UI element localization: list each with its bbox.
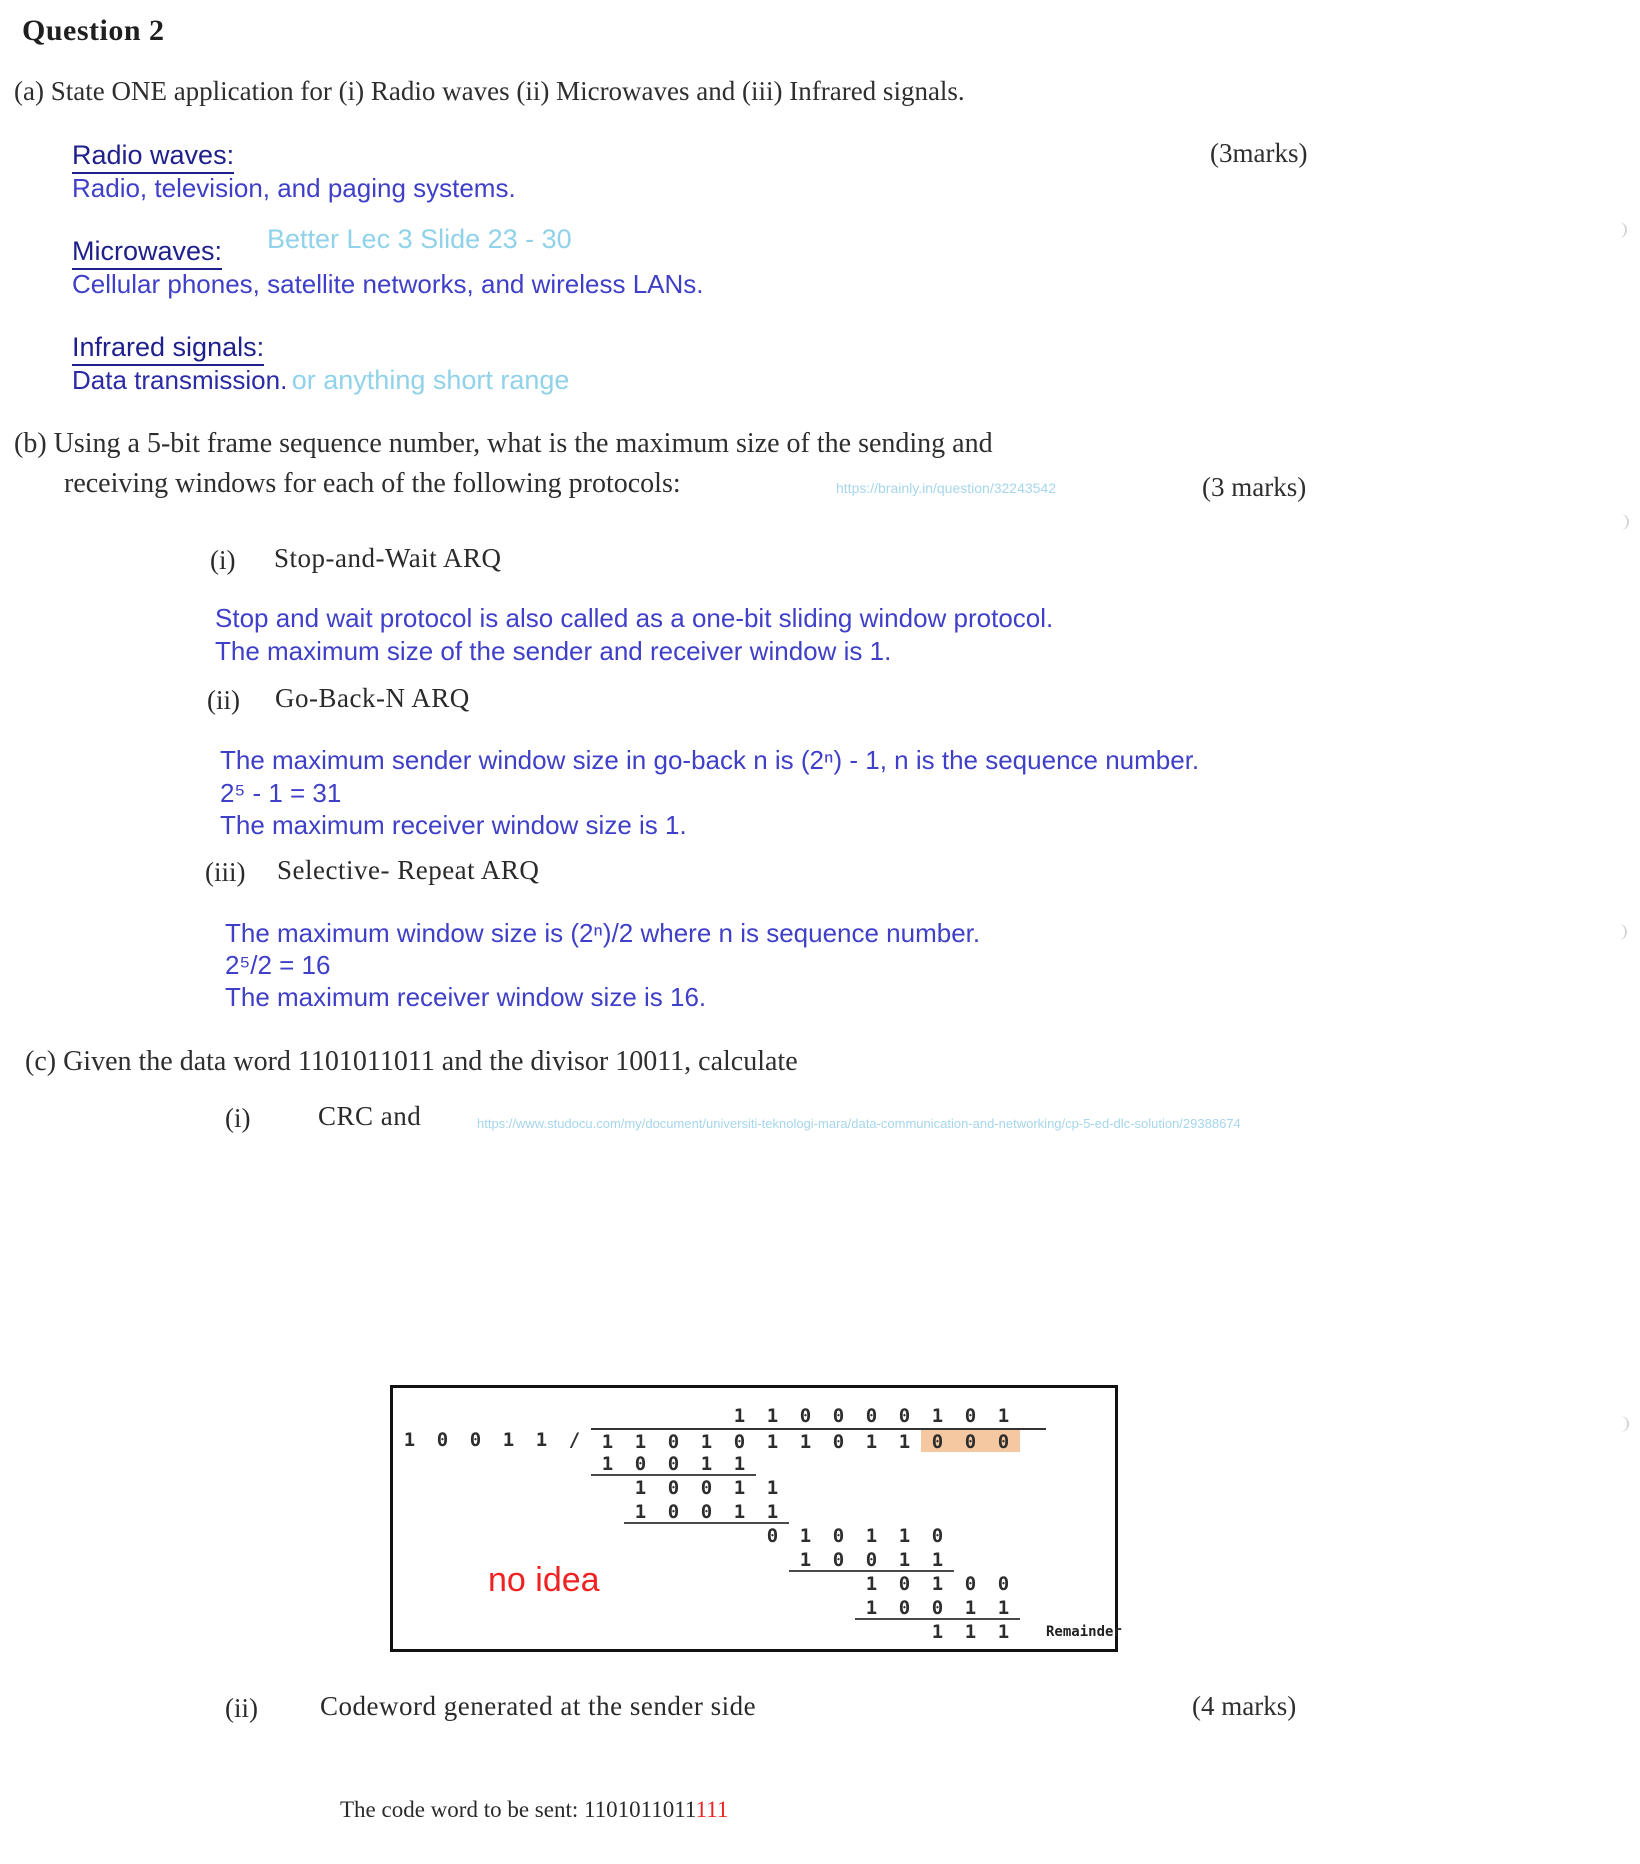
crc-digit-cell <box>525 1620 558 1644</box>
crc-digit-cell: 0 <box>964 1405 977 1427</box>
b-ii-answer-line1: The maximum sender window size in go-back n is (2ⁿ) - 1, n is the sequence number. <box>220 745 1200 775</box>
crc-digit-cell <box>558 1500 591 1524</box>
crc-digit-cell <box>1020 1428 1046 1452</box>
crc-division-box <box>390 1385 1122 1652</box>
crc-digit-cell: 0 <box>898 1573 911 1595</box>
b-ii-answer-line3: The maximum receiver window size is 1. <box>220 810 687 840</box>
crc-digit-cell: 0 <box>436 1429 449 1451</box>
crc-digit-cell <box>426 1572 459 1596</box>
codeword-data-bits: 1101011011 <box>583 1797 696 1822</box>
crc-digit-cell: 1 <box>855 1596 888 1620</box>
crc-digit-cell <box>492 1476 525 1500</box>
crc-digit-cell <box>426 1596 459 1620</box>
crc-digit-cell <box>525 1476 558 1500</box>
crc-digit-cell <box>459 1620 492 1644</box>
crc-digit-cell <box>558 1524 591 1548</box>
crc-digit-cell <box>657 1404 690 1428</box>
crc-digit-cell <box>855 1500 888 1524</box>
crc-digit-cell <box>690 1620 723 1644</box>
crc-digit-cell <box>822 1596 855 1620</box>
crc-digit-cell: 0 <box>898 1405 911 1427</box>
crc-digit-cell <box>393 1596 426 1620</box>
crc-digit-cell <box>954 1452 987 1476</box>
crc-digit-cell <box>624 1524 657 1548</box>
crc-digit-cell: 0 <box>667 1477 680 1499</box>
c-i-numeral: (i) <box>225 1103 251 1133</box>
crc-digit-cell <box>1020 1548 1046 1572</box>
b-iii-title: Selective- Repeat ARQ <box>277 855 540 885</box>
crc-digit-cell <box>789 1452 822 1476</box>
b-iii-answer-line2: 2⁵/2 = 16 <box>225 950 331 980</box>
crc-digit-cell <box>756 1548 789 1572</box>
crc-digit-cell <box>393 1476 426 1500</box>
crc-digit-cell <box>591 1524 624 1548</box>
crc-digit-cell: 1 <box>756 1500 789 1524</box>
infrared-note: or anything short range <box>291 365 570 395</box>
crc-digit-cell: 0 <box>921 1428 954 1452</box>
crc-digit-cell <box>954 1476 987 1500</box>
crc-digit-cell <box>426 1620 459 1644</box>
c-ii-title: Codeword generated at the sender side <box>320 1691 757 1721</box>
radio-waves-label: Radio waves: <box>72 140 234 174</box>
crc-digit-cell <box>789 1500 822 1524</box>
crc-digit-cell <box>756 1620 789 1644</box>
crc-digit-cell <box>525 1452 558 1476</box>
crc-digit-cell <box>393 1620 426 1644</box>
crc-digit-cell <box>789 1596 822 1620</box>
crc-digit-cell <box>492 1620 525 1644</box>
crc-digit-cell: 0 <box>657 1500 690 1524</box>
crc-digit-cell <box>756 1572 789 1596</box>
crc-digit-cell <box>459 1500 492 1524</box>
crc-digit-cell <box>855 1476 888 1500</box>
crc-digit-cell: 1 <box>756 1428 789 1452</box>
crc-digit-cell: 0 <box>832 1525 845 1547</box>
crc-digit-cell <box>591 1500 624 1524</box>
microwaves-label: Microwaves: <box>72 236 222 270</box>
crc-digit-cell: 1 <box>403 1429 416 1451</box>
microwaves-note: Better Lec 3 Slide 23 - 30 <box>267 224 572 254</box>
scan-artifact <box>1618 514 1629 530</box>
crc-digit-cell: 1 <box>997 1405 1010 1427</box>
crc-digit-cell <box>1020 1572 1046 1596</box>
crc-digit-cell <box>459 1452 492 1476</box>
crc-digit-cell: 1 <box>789 1548 822 1572</box>
crc-division-row <box>393 1476 1115 1500</box>
crc-digit-cell <box>426 1548 459 1572</box>
crc-digit-cell <box>987 1452 1020 1476</box>
part-a-question: (a) State ONE application for (i) Radio waves (ii) Microwaves and (iii) Infrared signals. <box>14 76 965 106</box>
part-a-marks: (3marks) <box>1210 138 1308 168</box>
crc-digit-cell <box>855 1620 888 1644</box>
crc-digit-cell <box>393 1404 426 1428</box>
crc-digit-cell <box>921 1476 954 1500</box>
crc-digit-cell: 0 <box>822 1548 855 1572</box>
crc-digit-cell <box>624 1596 657 1620</box>
b-iii-numeral: (iii) <box>205 857 246 887</box>
crc-digit-cell <box>888 1452 921 1476</box>
crc-digit-cell: 1 <box>954 1596 987 1620</box>
crc-digit-cell <box>723 1572 756 1596</box>
crc-digit-cell: 0 <box>865 1405 878 1427</box>
b-iii-answer-line1: The maximum window size is (2ⁿ)/2 where n is sequence number. <box>225 918 981 948</box>
c-i-title: CRC and <box>318 1101 422 1131</box>
crc-digit-cell: 1 <box>723 1500 756 1524</box>
crc-digit-cell <box>558 1476 591 1500</box>
radio-waves-answer: Radio, television, and paging systems. <box>72 173 516 203</box>
crc-digit-cell <box>690 1596 723 1620</box>
crc-digit-cell <box>822 1452 855 1476</box>
crc-digit-cell <box>723 1620 756 1644</box>
crc-division-row <box>393 1452 1115 1476</box>
crc-digit-cell <box>525 1500 558 1524</box>
b-iii-answer-line3: The maximum receiver window size is 16. <box>225 982 707 1012</box>
crc-digit-cell <box>822 1572 855 1596</box>
crc-digit-cell: 0 <box>931 1525 944 1547</box>
crc-digit-cell <box>921 1452 954 1476</box>
crc-digit-cell <box>624 1404 657 1428</box>
crc-division-grid <box>393 1404 1122 1644</box>
crc-digit-cell <box>558 1404 591 1428</box>
crc-division-row <box>393 1500 1115 1524</box>
crc-digit-cell <box>723 1548 756 1572</box>
crc-digit-cell <box>624 1572 657 1596</box>
crc-digit-cell: 0 <box>657 1428 690 1452</box>
crc-digit-cell: 0 <box>997 1573 1010 1595</box>
crc-digit-cell: 1 <box>624 1500 657 1524</box>
codeword-label: The code word to be sent: <box>340 1797 584 1822</box>
crc-digit-cell: 0 <box>855 1548 888 1572</box>
crc-division-row <box>393 1524 1115 1548</box>
b-i-numeral: (i) <box>210 545 236 575</box>
b-ii-answer-line2: 2⁵ - 1 = 31 <box>220 778 342 808</box>
b-i-answer-line2: The maximum size of the sender and receiver window is 1. <box>215 636 892 666</box>
microwaves-answer: Cellular phones, satellite networks, and wireless LANs. <box>72 269 704 299</box>
crc-digit-cell: 0 <box>888 1596 921 1620</box>
b-ii-title: Go-Back-N ARQ <box>275 683 470 713</box>
crc-digit-cell <box>987 1476 1020 1500</box>
crc-digit-cell <box>690 1404 723 1428</box>
crc-digit-cell <box>1020 1524 1046 1548</box>
crc-digit-cell: 1 <box>591 1452 624 1476</box>
c-ii-marks: (4 marks) <box>1192 1691 1297 1721</box>
crc-digit-cell: 1 <box>931 1405 944 1427</box>
crc-digit-cell <box>822 1476 855 1500</box>
b-ii-numeral: (ii) <box>207 685 240 715</box>
crc-digit-cell <box>1020 1500 1046 1524</box>
crc-digit-cell: 0 <box>766 1525 779 1547</box>
crc-digit-cell <box>624 1620 657 1644</box>
crc-digit-cell: 0 <box>964 1573 977 1595</box>
crc-digit-cell <box>459 1476 492 1500</box>
crc-digit-cell: 1 <box>888 1428 921 1452</box>
crc-digit-cell <box>888 1620 921 1644</box>
crc-digit-cell <box>393 1452 426 1476</box>
brainly-url: https://brainly.in/question/32243542 <box>836 480 1057 496</box>
part-b-marks: (3 marks) <box>1202 472 1307 502</box>
crc-digit-cell <box>789 1620 822 1644</box>
crc-digit-cell: 1 <box>624 1428 657 1452</box>
crc-digit-cell: 1 <box>535 1429 548 1451</box>
crc-digit-cell: 1 <box>634 1477 647 1499</box>
codeword-line <box>340 1797 728 1823</box>
crc-digit-cell: 0 <box>624 1452 657 1476</box>
crc-digit-cell <box>558 1620 591 1644</box>
crc-digit-cell <box>888 1476 921 1500</box>
crc-digit-cell <box>459 1404 492 1428</box>
crc-digit-cell <box>558 1452 591 1476</box>
crc-digit-cell: 1 <box>997 1621 1010 1643</box>
crc-digit-cell <box>393 1572 426 1596</box>
crc-digit-cell: 1 <box>723 1452 756 1476</box>
crc-digit-cell <box>657 1572 690 1596</box>
crc-digit-cell <box>657 1620 690 1644</box>
crc-digit-cell <box>921 1500 954 1524</box>
crc-digit-cell <box>822 1620 855 1644</box>
c-ii-numeral: (ii) <box>225 1693 258 1723</box>
crc-digit-cell <box>426 1404 459 1428</box>
crc-digit-cell <box>426 1452 459 1476</box>
crc-digit-cell: 0 <box>822 1428 855 1452</box>
crc-digit-cell <box>855 1452 888 1476</box>
crc-digit-cell <box>690 1572 723 1596</box>
crc-digit-cell <box>393 1548 426 1572</box>
crc-digit-cell <box>987 1524 1020 1548</box>
crc-digit-cell <box>690 1524 723 1548</box>
crc-digit-cell <box>1020 1476 1046 1500</box>
crc-digit-cell: 1 <box>766 1405 779 1427</box>
crc-division-row <box>393 1404 1115 1428</box>
page-title: Question 2 <box>22 14 165 47</box>
crc-digit-cell: 1 <box>733 1405 746 1427</box>
part-c-question: (c) Given the data word 1101011011 and the divisor 10011, calculate <box>25 1046 798 1077</box>
crc-digit-cell <box>756 1452 789 1476</box>
crc-digit-cell <box>591 1620 624 1644</box>
crc-digit-cell: / <box>568 1429 581 1451</box>
crc-digit-cell <box>657 1524 690 1548</box>
crc-digit-cell <box>624 1548 657 1572</box>
crc-digit-cell: 1 <box>690 1452 723 1476</box>
crc-division-row <box>393 1620 1122 1644</box>
crc-digit-cell: 1 <box>690 1428 723 1452</box>
crc-digit-cell <box>426 1524 459 1548</box>
crc-digit-cell: 1 <box>799 1525 812 1547</box>
crc-digit-cell <box>822 1500 855 1524</box>
crc-digit-cell: 1 <box>733 1477 746 1499</box>
crc-digit-cell <box>954 1500 987 1524</box>
crc-digit-cell: 1 <box>964 1621 977 1643</box>
crc-digit-cell: 0 <box>921 1596 954 1620</box>
crc-digit-cell <box>789 1572 822 1596</box>
crc-digit-cell <box>657 1548 690 1572</box>
crc-digit-cell: 1 <box>931 1573 944 1595</box>
crc-digit-cell: 0 <box>799 1405 812 1427</box>
infrared-answer: Data transmission. <box>72 365 288 395</box>
codeword-crc-bits: 111 <box>695 1797 729 1822</box>
crc-digit-cell: 1 <box>766 1477 779 1499</box>
crc-digit-cell: 1 <box>502 1429 515 1451</box>
crc-digit-cell <box>723 1596 756 1620</box>
crc-digit-cell <box>1020 1452 1046 1476</box>
crc-digit-cell <box>1020 1596 1046 1620</box>
crc-digit-cell: 0 <box>657 1452 690 1476</box>
b-i-title: Stop-and-Wait ARQ <box>274 543 502 573</box>
crc-digit-cell <box>393 1500 426 1524</box>
crc-digit-cell: 0 <box>690 1500 723 1524</box>
crc-digit-cell <box>690 1548 723 1572</box>
part-b-question-line2: receiving windows for each of the following protocols: <box>64 468 681 499</box>
crc-digit-cell <box>426 1476 459 1500</box>
crc-digit-cell <box>987 1500 1020 1524</box>
part-b-question-line1: (b) Using a 5-bit frame sequence number, what is the maximum size of the sending and <box>14 428 993 459</box>
crc-digit-cell <box>393 1524 426 1548</box>
studocu-url: https://www.studocu.com/my/document/universiti-teknologi-mara/data-communication-and-networking/cp-5-ed-dlc-solution/29388674 <box>477 1116 1241 1131</box>
crc-digit-cell <box>1020 1404 1046 1428</box>
crc-digit-cell <box>888 1500 921 1524</box>
crc-digit-cell: 1 <box>865 1525 878 1547</box>
crc-digit-cell: 0 <box>987 1428 1020 1452</box>
crc-division-row <box>393 1428 1115 1452</box>
crc-digit-cell: 0 <box>469 1429 482 1451</box>
crc-digit-cell <box>987 1548 1020 1572</box>
crc-digit-cell <box>1020 1620 1046 1644</box>
infrared-label: Infrared signals: <box>72 332 264 366</box>
crc-digit-cell: 1 <box>789 1428 822 1452</box>
crc-digit-cell <box>426 1500 459 1524</box>
crc-remainder-label: Remainder <box>1046 1624 1122 1640</box>
crc-digit-cell: 0 <box>723 1428 756 1452</box>
crc-digit-cell <box>492 1404 525 1428</box>
crc-digit-cell: 1 <box>898 1525 911 1547</box>
infrared-answer-line <box>72 365 569 396</box>
crc-digit-cell <box>591 1404 624 1428</box>
crc-digit-cell: 1 <box>931 1621 944 1643</box>
crc-digit-cell <box>492 1500 525 1524</box>
b-i-answer-line1: Stop and wait protocol is also called as a one-bit sliding window protocol. <box>215 603 1054 633</box>
crc-digit-cell <box>789 1476 822 1500</box>
crc-digit-cell: 1 <box>987 1596 1020 1620</box>
crc-digit-cell <box>723 1524 756 1548</box>
crc-digit-cell <box>525 1524 558 1548</box>
crc-digit-cell: 0 <box>954 1428 987 1452</box>
crc-digit-cell <box>492 1452 525 1476</box>
crc-digit-cell <box>459 1524 492 1548</box>
scan-artifact <box>1616 924 1627 940</box>
crc-digit-cell: 1 <box>888 1548 921 1572</box>
crc-digit-cell: 0 <box>700 1477 713 1499</box>
crc-digit-cell <box>954 1524 987 1548</box>
crc-digit-cell: 1 <box>855 1428 888 1452</box>
crc-digit-cell: 1 <box>591 1428 624 1452</box>
crc-digit-cell: 1 <box>865 1573 878 1595</box>
crc-digit-cell <box>492 1524 525 1548</box>
crc-digit-cell <box>756 1596 789 1620</box>
crc-digit-cell <box>525 1404 558 1428</box>
scan-artifact <box>1616 222 1627 238</box>
crc-digit-cell: 0 <box>832 1405 845 1427</box>
crc-digit-cell <box>657 1596 690 1620</box>
crc-digit-cell: 1 <box>921 1548 954 1572</box>
crc-digit-cell <box>954 1548 987 1572</box>
no-idea-note: no idea <box>488 1561 600 1599</box>
crc-digit-cell <box>591 1476 624 1500</box>
scan-artifact <box>1618 1416 1629 1432</box>
